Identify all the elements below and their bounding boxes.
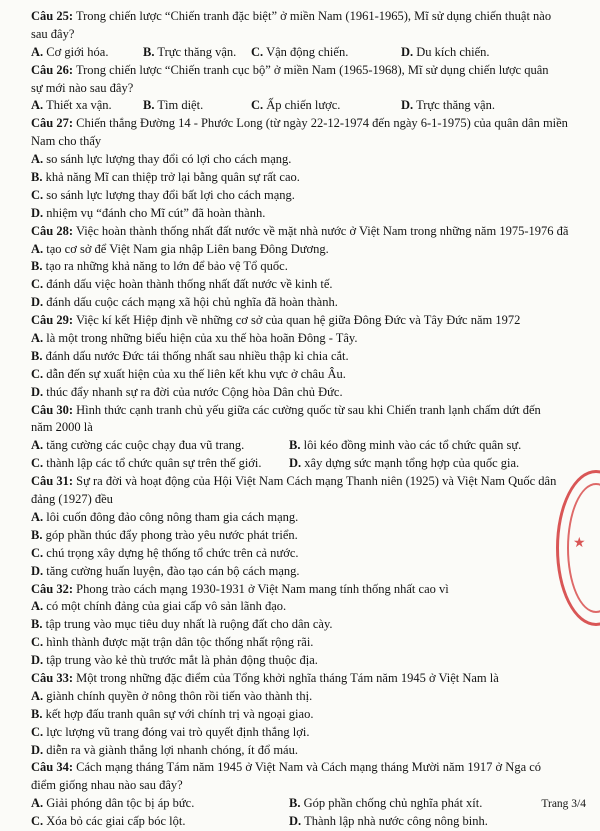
answer-option (31, 455, 262, 473)
answer-row (31, 330, 567, 348)
answer-option-key: C. (31, 635, 44, 650)
answer-option-text: đánh dấu việc hoàn thành thống nhất đất nước về kinh tế. (46, 277, 333, 292)
question-label: Câu 26: (31, 62, 74, 77)
answer-row (31, 44, 567, 62)
answer-row (31, 598, 567, 616)
answer-option-key: C. (31, 724, 44, 739)
answer-option (31, 170, 300, 184)
answer-option (31, 331, 358, 345)
answer-option-key: B. (31, 170, 43, 185)
answer-option-text: Góp phần chống chủ nghĩa phát xít. (303, 796, 483, 811)
answer-option-key: C. (31, 277, 44, 292)
answer-option-key: A. (31, 509, 44, 524)
question-stem-line (31, 419, 567, 437)
question-label: Câu 29: (31, 313, 74, 328)
question-stem-line (31, 8, 567, 26)
answer-option (31, 277, 333, 291)
answer-option (401, 44, 490, 62)
answer-option-text: xây dựng sức mạnh tổng hợp của quốc gia. (304, 456, 520, 471)
answer-row (31, 294, 567, 312)
answer-option-key: B. (31, 527, 43, 542)
answer-option (31, 564, 300, 578)
answer-row (31, 527, 567, 545)
answer-row (31, 151, 567, 169)
question-stem-line (31, 223, 567, 241)
question-stem-line (31, 759, 567, 777)
question-label: Câu 34: (31, 760, 74, 775)
answer-option (31, 242, 329, 256)
answer-option-text: là một trong những biểu hiện của xu thế hòa hoãn Đông - Tây. (46, 331, 358, 346)
answer-row (31, 688, 567, 706)
answer-option-text: so sánh lực lượng thay đổi có lợi cho cách mạng. (46, 152, 292, 167)
answer-option (31, 707, 313, 721)
answer-option-text: Vận động chiến. (266, 44, 349, 59)
answer-row (31, 813, 567, 831)
question-stem-text: Trong chiến lược “Chiến tranh đặc biệt” ở miền Nam (1961-1965), Mĩ sử dụng chiến thuật nào (75, 9, 552, 23)
answer-option-text: Cơ giới hóa. (46, 44, 109, 59)
answer-row (31, 241, 567, 259)
answer-option-text: đánh dấu cuộc cách mạng xã hội chủ nghĩa đã hoàn thành. (46, 295, 338, 310)
answer-option-text: hình thành được mặt trận dân tộc thống nhất rộng rãi. (46, 635, 314, 650)
answer-option (289, 437, 521, 455)
answer-option-text: thúc đẩy nhanh sự ra đời của nước Cộng hòa Dân chủ Đức. (46, 384, 343, 399)
answer-row (31, 724, 567, 742)
answer-row (31, 545, 567, 563)
answer-option-text: đánh dấu nước Đức tái thống nhất sau nhiều thập kỉ chia cắt. (45, 348, 349, 363)
question-stem-text: Sự ra đời và hoạt động của Hội Việt Nam Cách mạng Thanh niên (1925) và Việt Nam Quốc dân (76, 474, 557, 489)
question-stem-text: đảng (1927) đều (31, 492, 113, 507)
answer-option-text: diễn ra và giành thắng lợi nhanh chóng, ít đổ máu. (46, 742, 298, 757)
question-block (31, 8, 567, 62)
answer-option-key: C. (251, 98, 264, 113)
question-block (31, 62, 567, 116)
answer-option (31, 510, 298, 524)
answer-option-key: B. (31, 348, 43, 363)
answer-option-key: C. (31, 187, 44, 202)
answer-option (31, 689, 312, 703)
answer-option-key: D. (401, 98, 414, 113)
question-stem-line (31, 62, 567, 80)
answer-option-key: D. (289, 456, 302, 471)
answer-option (143, 44, 236, 62)
answer-option-key: B. (31, 617, 43, 632)
answer-option (143, 97, 203, 115)
answer-option-text: tập trung vào mục tiêu duy nhất là ruộng đất cho dân cày. (45, 617, 333, 632)
answer-row (31, 634, 567, 652)
question-stem-line (31, 312, 567, 330)
question-stem-text: năm 2000 là (31, 420, 93, 435)
question-block (31, 312, 567, 401)
answer-option (289, 455, 519, 473)
answer-option-key: A. (31, 688, 44, 703)
answer-option-text: có một chính đảng của giai cấp vô sản lãnh đạo. (46, 599, 287, 614)
answer-row (31, 616, 567, 634)
answer-option (31, 653, 318, 667)
answer-option (31, 437, 244, 455)
answer-option-text: giành chính quyền ở nông thôn rồi tiến vào thành thị. (46, 688, 313, 703)
answer-option-key: A. (31, 44, 44, 59)
answer-row (31, 366, 567, 384)
answer-option-key: C. (251, 44, 264, 59)
answer-option (31, 152, 291, 166)
answer-option-key: A. (31, 241, 44, 256)
answer-row (31, 563, 567, 581)
answer-option (289, 795, 482, 813)
answer-option-key: C. (31, 456, 44, 471)
answer-option (251, 97, 340, 115)
answer-option-key: B. (143, 44, 155, 59)
question-label: Câu 27: (31, 116, 74, 131)
question-stem-line (31, 670, 567, 688)
answer-row (31, 187, 567, 205)
answer-option-text: khả năng Mĩ can thiệp trở lại bằng quân sự rất cao. (45, 170, 300, 185)
answer-option-key: D. (31, 205, 44, 220)
answer-row (31, 437, 567, 455)
question-stem-text: Phong trào cách mạng 1930-1931 ở Việt Nam mang tính thống nhất cao vì (76, 581, 449, 596)
question-block (31, 581, 567, 670)
answer-option-text: thành lập các tổ chức quân sự trên thế giới. (46, 456, 262, 471)
question-stem-text: điểm giống nhau nào sau đây? (31, 778, 183, 793)
question-block (31, 223, 567, 312)
answer-row (31, 169, 567, 187)
answer-option-key: C. (31, 545, 44, 560)
question-stem-line (31, 402, 567, 420)
question-stem-text: Trong chiến lược “Chiến tranh cục bộ” ở miền Nam (1965-1968), Mĩ sử dụng chiến lược quân (75, 62, 549, 77)
answer-option-text: Thiết xa vận. (46, 98, 112, 113)
answer-option (31, 295, 338, 309)
answer-option-text: tăng cường huấn luyện, đào tạo cán bộ cách mạng. (46, 563, 300, 578)
answer-option-text: Du kích chiến. (416, 44, 490, 59)
answer-option-text: Trực thăng vận. (416, 98, 495, 113)
answer-option-key: D. (289, 814, 302, 829)
answer-option (31, 367, 346, 381)
answer-option-key: D. (31, 384, 44, 399)
answer-option-text: Trực thăng vận. (157, 44, 237, 59)
question-label: Câu 31: (31, 474, 74, 489)
answer-option-text: tăng cường các cuộc chạy đua vũ trang. (46, 438, 245, 453)
answer-option (31, 97, 112, 115)
question-stem-line (31, 473, 567, 491)
answer-row (31, 455, 567, 473)
answer-option-text: tạo cơ sở để Việt Nam gia nhập Liên bang Đông Dương. (46, 241, 329, 256)
answer-row (31, 742, 567, 760)
question-stem-text: Chiến thắng Đường 14 - Phước Long (từ ngày 22-12-1974 đến ngày 6-1-1975) của quân dân miền (76, 116, 568, 131)
question-stem-line (31, 581, 567, 599)
answer-option-text: tạo ra những khả năng to lớn để bảo vệ Tổ quốc. (45, 259, 288, 274)
answer-option-text: nhiệm vụ “đánh cho Mĩ cút” đã hoàn thành. (46, 205, 266, 220)
answer-row (31, 276, 567, 294)
question-stem-line (31, 491, 567, 509)
answer-row (31, 97, 567, 115)
question-stem-text: sự mới nào sau đây? (31, 80, 134, 95)
question-stem-line (31, 80, 567, 98)
question-stem-line (31, 26, 567, 44)
question-stem-text: Hình thức cạnh tranh chủ yếu giữa các cường quốc từ sau khi Chiến tranh lạnh chấm dứt đến (76, 402, 541, 417)
answer-option-key: B. (31, 259, 43, 274)
answer-option-text: Giải phóng dân tộc bị áp bức. (46, 796, 195, 811)
answer-option-text: lực lượng vũ trang đóng vai trò quyết định thắng lợi. (46, 724, 310, 739)
page-number: Trang 3/4 (541, 798, 586, 811)
answer-option (31, 385, 343, 399)
answer-option-text: kết hợp đấu tranh quân sự với chính trị và ngoại giao. (45, 706, 314, 721)
answer-row (31, 509, 567, 527)
answer-option-key: A. (31, 331, 44, 346)
question-stem-line (31, 115, 567, 133)
question-stem-text: sau đây? (31, 26, 75, 41)
answer-option-text: so sánh lực lượng thay đổi bất lợi cho cách mạng. (46, 187, 295, 202)
question-stem-text: Nam cho thấy (31, 134, 102, 149)
question-block (31, 759, 567, 831)
answer-option (31, 349, 349, 363)
seal-star-icon: ★ (573, 536, 586, 551)
question-block (31, 115, 567, 222)
answer-option-key: D. (31, 653, 44, 668)
answer-option-key: D. (31, 563, 44, 578)
answer-option-key: B. (289, 438, 301, 453)
answer-option-key: D. (401, 44, 414, 59)
question-label: Câu 30: (31, 402, 74, 417)
answer-option-key: A. (31, 796, 44, 811)
answer-option (31, 188, 295, 202)
answer-option-text: Ấp chiến lược. (266, 98, 341, 113)
answer-option (31, 259, 288, 273)
answer-option (251, 44, 348, 62)
answer-row (31, 384, 567, 402)
answer-option-key: C. (31, 814, 44, 829)
answer-option-key: A. (31, 98, 44, 113)
answer-option-key: A. (31, 152, 44, 167)
question-stem-text: Việc kí kết Hiệp định về những cơ sở của quan hệ giữa Đông Đức và Tây Đức năm 1972 (75, 313, 521, 328)
answer-row (31, 652, 567, 670)
answer-option (31, 546, 299, 560)
answer-option-key: C. (31, 366, 44, 381)
answer-option (31, 44, 108, 62)
answer-option (31, 813, 185, 831)
question-stem-text: Việc hoàn thành thống nhất đất nước về mặt nhà nước ở Việt Nam trong những năm 1975-1976 đã (75, 223, 569, 238)
answer-option-key: B. (143, 98, 155, 113)
question-stem-line (31, 133, 567, 151)
question-block (31, 670, 567, 759)
question-block (31, 473, 567, 580)
question-label: Câu 33: (31, 670, 74, 685)
question-stem-line (31, 777, 567, 795)
answer-option-text: Xóa bỏ các giai cấp bóc lột. (46, 814, 186, 829)
answer-row (31, 795, 567, 813)
answer-option-key: D. (31, 295, 44, 310)
answer-option (31, 617, 333, 631)
answer-option (401, 97, 495, 115)
answer-option-text: tập trung vào kẻ thù trước mắt là phản động thuộc địa. (46, 653, 318, 668)
question-stem-text: Một trong những đặc điểm của Tổng khởi nghĩa tháng Tám năm 1945 ở Việt Nam là (76, 670, 499, 685)
answer-option-key: A. (31, 599, 44, 614)
answer-option-text: dẫn đến sự xuất hiện của xu thế liên kết khu vực ở châu Âu. (46, 366, 346, 381)
answer-row (31, 258, 567, 276)
question-label: Câu 32: (31, 581, 74, 596)
answer-option-text: Thành lập nhà nước công nông binh. (304, 814, 488, 829)
answer-row (31, 706, 567, 724)
answer-option-key: B. (31, 706, 43, 721)
answer-option-text: lôi cuốn đông đảo công nông tham gia cách mạng. (46, 509, 299, 524)
answer-option-text: Tìm diệt. (157, 98, 204, 113)
answer-option (31, 206, 265, 220)
question-label: Câu 25: (31, 9, 74, 23)
question-block (31, 402, 567, 474)
question-label: Câu 28: (31, 223, 74, 238)
answer-option-text: góp phần thúc đẩy phong trào yêu nước phát triển. (45, 527, 298, 542)
answer-option (31, 795, 194, 813)
answer-option (289, 813, 488, 831)
answer-option (31, 635, 313, 649)
exam-page (31, 8, 567, 831)
answer-option-key: D. (31, 742, 44, 757)
answer-option-text: lôi kéo đồng minh vào các tổ chức quân sự. (303, 438, 522, 453)
answer-option (31, 743, 298, 757)
question-stem-text: Cách mạng tháng Tám năm 1945 ở Việt Nam và Cách mạng tháng Mười năm 1917 ở Nga có (76, 760, 542, 775)
answer-option-text: chú trọng xây dựng hệ thống tổ chức trên cả nước. (46, 545, 299, 560)
answer-option (31, 725, 309, 739)
answer-option-key: A. (31, 438, 44, 453)
answer-row (31, 205, 567, 223)
answer-option (31, 528, 298, 542)
answer-row (31, 348, 567, 366)
answer-option (31, 599, 286, 613)
answer-option-key: B. (289, 796, 301, 811)
